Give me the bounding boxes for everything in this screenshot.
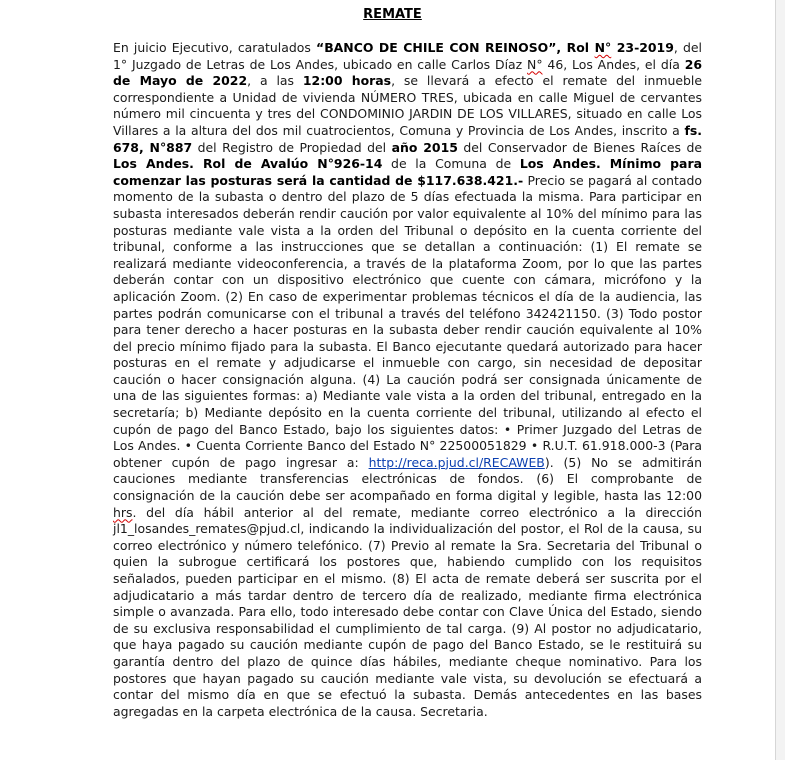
text-segment: del Registro de Propiedad del	[192, 139, 392, 155]
bold-segment: 12:00 horas	[302, 73, 392, 89]
bold-segment: 26 de Mayo de 2022	[113, 56, 702, 89]
text-segment: Precio se pagará al contado momento de la subasta o dentro del plazo de 5 días efectuada la misma. Para participar en subasta interesados deberán rendir caución por valor equivalente al 10% del mínimo para las posturas mediante vale vista a la orden del Tribunal o depósito en la cuenta corriente del tribunal, conforme a las instrucciones que se detallan a continuación: (1) El remate se realizará mediante videoconferencia, a través de la plataforma Zoom, por lo que las partes deberán contar con un dispositivo electrónico que cuente con cámara, micrófono y la aplicación Zoom. (2) En caso de experimentar problemas técnicos el día de la audiencia, las partes podrán comunicarse con el tribunal a través del teléfono 342421150. (3) Todo postor para tener derecho a hacer posturas en la subasta deber rendir caución equivalente al 10% del precio mínimo fijado para la subasta. El Banco ejecutante quedará autorizado para hacer posturas en el remate y adjudicarse el inmueble con cargo, sin necesidad de depositar caución o hacer consignación alguna. (4) La caución podrá ser consignada únicamente de una de las siguientes formas: a) Mediante vale vista a la orden del tribunal, entregado en la secretaría; b) Mediante depósito en la cuenta corriente del tribunal, utilizando al efecto el cupón de pago del Banco Estado, bajo los siguientes datos: • Primer Juzgado del Letras de Los Andes. • Cuenta Corriente Banco del Estado N° 22500051829 • R.U.T. 61.918.000-3 (Para obtener cupón de pago ingresar a:	[113, 172, 702, 470]
text-segment: , a las	[247, 73, 303, 89]
text-segment: , se llevará a efecto el remate del inmueble correspondiente a Unidad de vivienda NÚMERO TRES, ubicada en calle Miguel de cervantes número mil cincuenta y tres del CONDOMINIO JARDIN DE LOS VILLARES, situado en calle Los Villares a la altura del dos mil cuatrocientos, Comuna y Provincia de Los Andes, inscrito a	[113, 73, 702, 138]
bold-segment: Los Andes. Mínimo para comenzar las posturas será la cantidad de $117.638.421.-	[113, 156, 702, 188]
text-segment: 46, Los Andes, el día	[542, 56, 685, 72]
text-segment: de la Comuna de	[382, 156, 520, 172]
recaweb-link[interactable]: http://reca.pjud.cl/RECAWEB	[368, 454, 545, 470]
bold-segment: “BANCO DE CHILE CON REINOSO”, Rol	[316, 40, 595, 55]
text-segment: ). (5) No se admitirán cauciones mediante transferencias electrónicas de fondos. (6) El comprobante de consignación de la caución debe ser acompañado en forma digital y legible, hasta las 12:00	[113, 454, 702, 504]
body-paragraph	[113, 40, 702, 720]
text-segment: . del día hábil anterior al del remate, mediante correo electrónico a la dirección jl1_losandes_remates@pjud.cl, indicando la individualización del postor, el Rol de la causa, su correo electrónico y número telefónico. (7) Previo al remate la Sra. Secretaria del Tribunal o quien la subrogue certificará los postores que, habiendo cumplido con los requisitos señalados, pueden participar en el mismo. (8) El acta de remate deberá ser suscrita por el adjudicatario a más tardar dentro de tercero día de realizado, mediante firma electrónica simple o avanzada. Para ello, todo interesado debe contar con Clave Única del Estado, siendo de su exclusiva responsabilidad el cumplimiento de tal carga. (9) Al postor no adjudicatario, que haya pagado su caución mediante cupón de pago del Banco Estado, se le restituirá su garantía dentro del plazo de quince días hábiles, mediante cheque nominativo. Para los postores que hayan pagado su caución mediante vale vista, su devolución se efectuará a contar del mismo día en que se efectuó la subasta. Demás antecedentes en las bases agregadas en la carpeta electrónica de la causa. Secretaria.	[113, 504, 702, 719]
text-segment: hrs	[113, 504, 133, 520]
bold-segment: fs. 678, N°887	[113, 122, 702, 155]
text-segment: En juicio Ejecutivo, caratulados	[113, 40, 317, 55]
text-segment: del Conservador de Bienes Raíces de	[457, 139, 702, 155]
bold-segment: 23-2019	[611, 40, 674, 55]
text-segment: , del 1° Juzgado de Letras de Los Andes, ubicado en calle Carlos Díaz	[113, 40, 702, 72]
document-title: REMATE	[363, 7, 422, 22]
bold-segment: Los Andes. Rol de Avalúo N°926-14	[113, 156, 383, 172]
text-segment: N°	[527, 56, 543, 72]
bold-segment: N°	[594, 40, 612, 55]
bold-segment: año 2015	[391, 139, 458, 155]
